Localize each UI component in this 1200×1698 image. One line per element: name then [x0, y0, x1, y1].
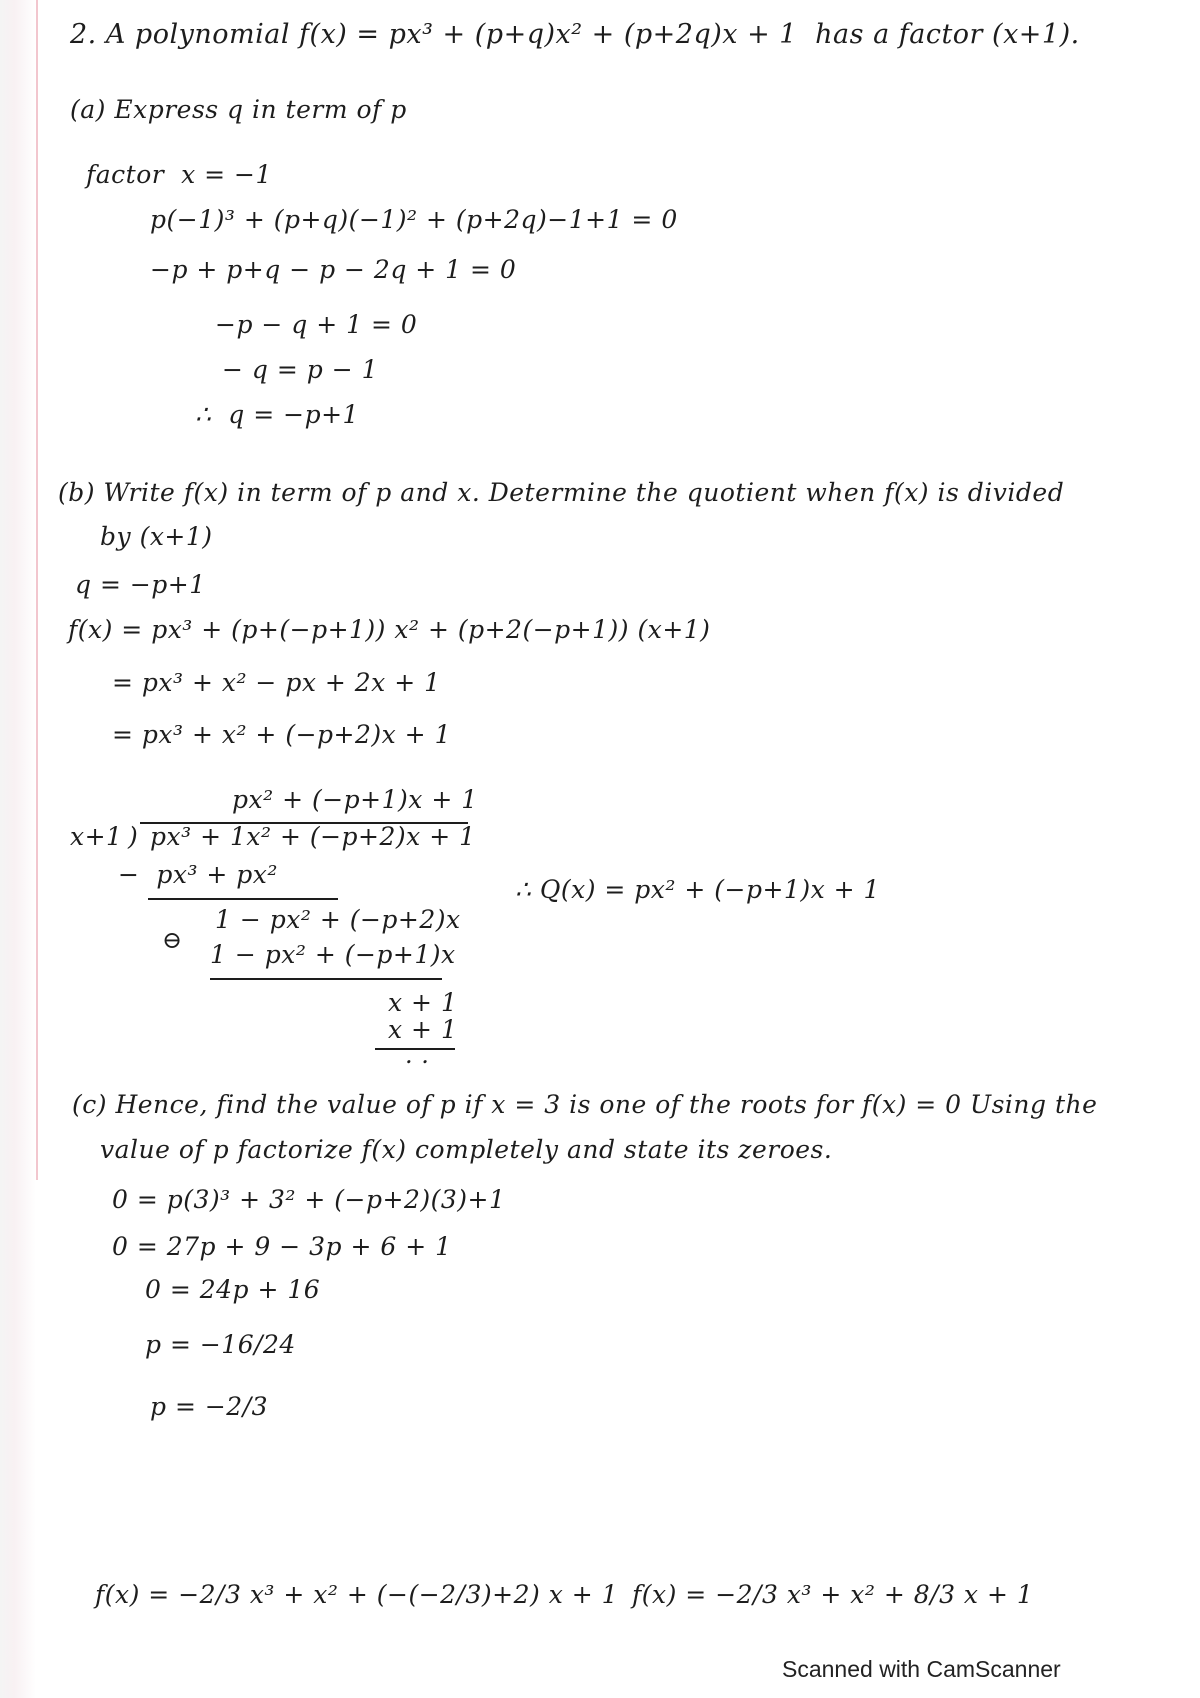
part-a-line: −p − q + 1 = 0 — [215, 310, 418, 339]
margin-rule-line — [36, 0, 38, 1180]
division-quotient: px² + (−p+1)x + 1 — [232, 785, 478, 814]
part-b-line: q = −p+1 — [75, 570, 206, 599]
division-step2b: 1 − px² + (−p+1)x — [210, 940, 456, 969]
part-c-line: 0 = p(3)³ + 3² + (−p+2)(3)+1 — [112, 1185, 506, 1214]
division-rule — [148, 898, 338, 900]
part-b-line: = px³ + x² − px + 2x + 1 — [112, 668, 441, 697]
part-a-line: p(−1)³ + (p+q)(−1)² + (p+2q)−1+1 = 0 — [150, 205, 678, 234]
part-b-result: ∴ Q(x) = px² + (−p+1)x + 1 — [515, 875, 880, 904]
part-c-line: 0 = 27p + 9 − 3p + 6 + 1 — [112, 1232, 452, 1261]
part-b-prompt-line2: by (x+1) — [100, 522, 213, 551]
part-a-line: factor x = −1 — [86, 160, 272, 189]
division-step2a: 1 − px² + (−p+2)x — [215, 905, 461, 934]
division-step1: − px³ + px² — [118, 860, 278, 889]
division-step3b: x + 1 — [388, 1015, 458, 1044]
part-c-prompt-line2: value of p factorize f(x) completely and state its zeroes. — [100, 1135, 833, 1164]
part-c-line: 0 = 24p + 16 — [145, 1275, 321, 1304]
part-c-final-right: f(x) = −2/3 x³ + x² + 8/3 x + 1 — [632, 1580, 1034, 1609]
page-margin-strip — [0, 0, 36, 1698]
part-a-line: ∴ q = −p+1 — [195, 400, 359, 429]
part-c-prompt-line1: (c) Hence, find the value of p if x = 3 is one of the roots for f(x) = 0 Using the — [72, 1090, 1098, 1119]
part-c-line: p = −2/3 — [150, 1392, 269, 1421]
part-a-line: − q = p − 1 — [222, 355, 378, 384]
part-b-line: f(x) = px³ + (p+(−p+1)) x² + (p+2(−p+1)) (x+1) — [68, 615, 711, 644]
scanner-watermark: Scanned with CamScanner — [782, 1656, 1061, 1682]
part-b-line: = px³ + x² + (−p+2)x + 1 — [112, 720, 451, 749]
division-rule — [210, 978, 442, 980]
part-a-prompt: (a) Express q in term of p — [70, 95, 407, 124]
division-remainder: . . — [405, 1041, 430, 1069]
part-c-line: p = −16/24 — [145, 1330, 296, 1359]
division-step3a: x + 1 — [388, 988, 458, 1017]
part-c-final-left: f(x) = −2/3 x³ + x² + (−(−2/3)+2) x + 1 — [95, 1580, 619, 1609]
question-header: 2. A polynomial f(x) = px³ + (p+q)x² + (p+2q)x + 1 has a factor (x+1). — [70, 19, 1080, 50]
part-b-prompt-line1: (b) Write f(x) in term of p and x. Determine the quotient when f(x) is divided — [58, 478, 1065, 507]
division-dividend: px³ + 1x² + (−p+2)x + 1 — [150, 822, 476, 851]
part-a-line: −p + p+q − p − 2q + 1 = 0 — [150, 255, 517, 284]
division-divisor: x+1 — [70, 822, 123, 851]
division-minus-mark: ⊖ — [162, 926, 183, 954]
division-bracket: ) — [128, 822, 139, 851]
